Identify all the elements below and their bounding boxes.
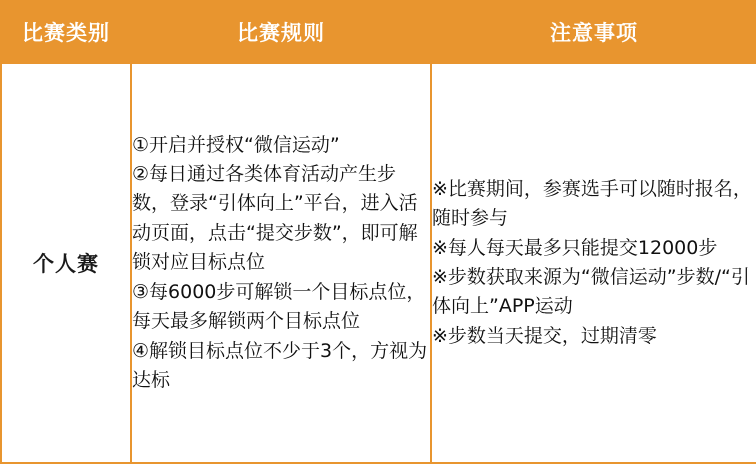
rule-item: ③每6000步可解锁一个目标点位，每天最多解锁两个目标点位: [132, 280, 426, 333]
rule-item: ④解锁目标点位不少于3个，方视为达标: [132, 339, 428, 392]
note-item: ※比赛期间，参赛选手可以随时报名，随时参与: [432, 177, 752, 230]
column-header-notes: 注意事项: [431, 1, 756, 63]
rule-item: ①开启并授权“微信运动”: [132, 133, 340, 156]
rule-item: ②每日通过各类体育活动产生步数，登录“引体向上”平台，进入活动页面，点击“提交步数”，即可解锁对应目标点位: [132, 162, 418, 274]
notes-list: [432, 175, 756, 352]
table-header: [1, 1, 756, 63]
note-item: ※步数当天提交，过期清零: [432, 324, 657, 347]
table-row: [1, 63, 756, 463]
column-header-category: 比赛类别: [1, 1, 131, 63]
note-item: ※每人每天最多只能提交12000步: [432, 236, 718, 259]
rules-list: [132, 131, 430, 396]
cell-category: 个人赛: [1, 63, 131, 463]
note-item: ※步数获取来源为“微信运动”步数/“引体向上”APP运动: [432, 266, 750, 318]
table-body: [1, 63, 756, 463]
cell-rules: [131, 63, 431, 463]
table-header-row: [1, 1, 756, 63]
column-header-rules: 比赛规则: [131, 1, 431, 63]
cell-notes: [431, 63, 756, 463]
